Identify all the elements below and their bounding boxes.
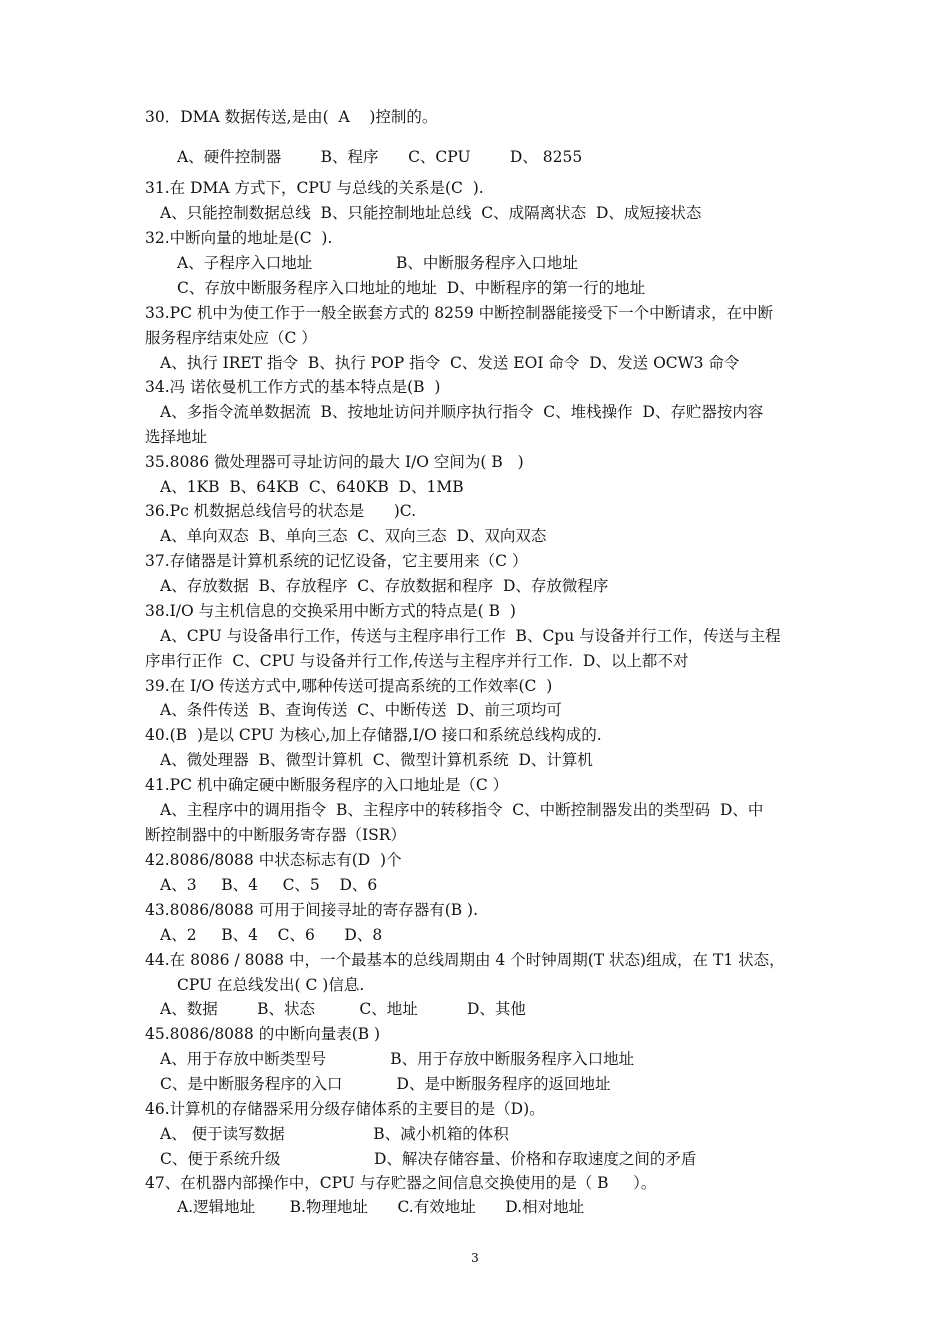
options-44: A、数据 B、状态 C、地址 D、其他 — [160, 1000, 526, 1018]
options-35: A、1KB B、64KB C、640KB D、1MB — [160, 478, 464, 496]
question-34: 34.冯 诺依曼机工作方式的基本特点是(B ) — [145, 378, 441, 396]
question-38: 38.I/O 与主机信息的交换采用中断方式的特点是( B ) — [145, 602, 516, 620]
question-37: 37.存储器是计算机系统的记忆设备，它主要用来（C ） — [145, 552, 528, 570]
options-42: A、3 B、4 C、5 D、6 — [160, 876, 378, 894]
page-number: 3 — [471, 1251, 479, 1265]
question-47: 47、在机器内部操作中，CPU 与存贮器之间信息交换使用的是（ B ）。 — [145, 1174, 657, 1192]
options-34-cont: 选择地址 — [145, 428, 208, 446]
options-31: A、只能控制数据总线 B、只能控制地址总线 C、成隔离状态 D、成短接状态 — [160, 204, 702, 222]
options-43: A、2 B、4 C、6 D、8 — [160, 926, 383, 944]
question-35: 35.8086 微处理器可寻址访问的最大 I/O 空间为( B ) — [145, 453, 524, 471]
question-42: 42.8086/8088 中状态标志有(D )个 — [145, 851, 402, 869]
question-31: 31.在 DMA 方式下，CPU 与总线的关系是(C ). — [145, 179, 484, 197]
question-36: 36.Pc 机数据总线信号的状态是 )C. — [145, 502, 417, 520]
options-34: A、多指令流单数据流 B、按地址访问并顺序执行指令 C、堆栈操作 D、存贮器按内容 — [160, 403, 764, 421]
options-32-a: A、子程序入口地址 B、中断服务程序入口地址 — [177, 254, 578, 272]
options-47: A.逻辑地址 B.物理地址 C.有效地址 D.相对地址 — [177, 1198, 585, 1216]
question-32: 32.中断向量的地址是(C ). — [145, 229, 333, 247]
options-46-c: C、便于系统升级 D、解决存储容量、价格和存取速度之间的矛盾 — [160, 1150, 697, 1168]
question-41: 41.PC 机中确定硬中断服务程序的入口地址是（C ） — [145, 776, 509, 794]
options-30: A、硬件控制器 B、程序 C、CPU D、 8255 — [177, 148, 583, 166]
question-40: 40.(B )是以 CPU 为核心,加上存储器,I/O 接口和系统总线构成的. — [145, 726, 602, 744]
question-44: 44.在 8086 / 8088 中，一个最基本的总线周期由 4 个时钟周期(T 状态)组成，在 T1 状态， — [145, 951, 785, 969]
options-38-cont: 序串行正作 C、CPU 与设备并行工作,传送与主程序并行工作. D、以上都不对 — [145, 652, 689, 670]
options-37: A、存放数据 B、存放程序 C、存放数据和程序 D、存放微程序 — [160, 577, 609, 595]
question-33: 33.PC 机中为使工作于一般全嵌套方式的 8259 中断控制器能接受下一个中断请求，在中断 — [145, 304, 774, 322]
options-40: A、微处理器 B、微型计算机 C、微型计算机系统 D、计算机 — [160, 751, 593, 769]
question-30: 30．DMA 数据传送,是由( A )控制的。 — [145, 108, 438, 126]
options-46-a: A、 便于读写数据 B、减小机箱的体积 — [160, 1125, 509, 1143]
options-45-a: A、用于存放中断类型号 B、用于存放中断服务程序入口地址 — [160, 1050, 635, 1068]
options-39: A、条件传送 B、查询传送 C、中断传送 D、前三项均可 — [160, 701, 562, 719]
options-32-c: C、存放中断服务程序入口地址的地址 D、中断程序的第一行的地址 — [177, 279, 646, 297]
question-46: 46.计算机的存储器采用分级存储体系的主要目的是（D)。 — [145, 1100, 545, 1118]
options-36: A、单向双态 B、单向三态 C、双向三态 D、双向双态 — [160, 527, 547, 545]
question-43: 43.8086/8088 可用于间接寻址的寄存器有(B ). — [145, 901, 479, 919]
question-33-cont: 服务程序结束处应（C ） — [145, 329, 317, 347]
question-39: 39.在 I/O 传送方式中,哪种传送可提高系统的工作效率(C ) — [145, 677, 553, 695]
options-41-cont: 断控制器中的中断服务寄存器（ISR） — [145, 826, 406, 844]
options-33: A、执行 IRET 指令 B、执行 POP 指令 C、发送 EOI 命令 D、发送 OCW3 命令 — [160, 354, 740, 372]
question-44-cont: CPU 在总线发出( C )信息. — [177, 976, 365, 994]
options-45-c: C、是中断服务程序的入口 D、是中断服务程序的返回地址 — [160, 1075, 611, 1093]
question-45: 45.8086/8088 的中断向量表(B ) — [145, 1025, 381, 1043]
options-38: A、CPU 与设备串行工作，传送与主程序串行工作 B、Cpu 与设备并行工作，传送与主程 — [160, 627, 781, 645]
options-41: A、主程序中的调用指令 B、主程序中的转移指令 C、中断控制器发出的类型码 D、中 — [160, 801, 764, 819]
